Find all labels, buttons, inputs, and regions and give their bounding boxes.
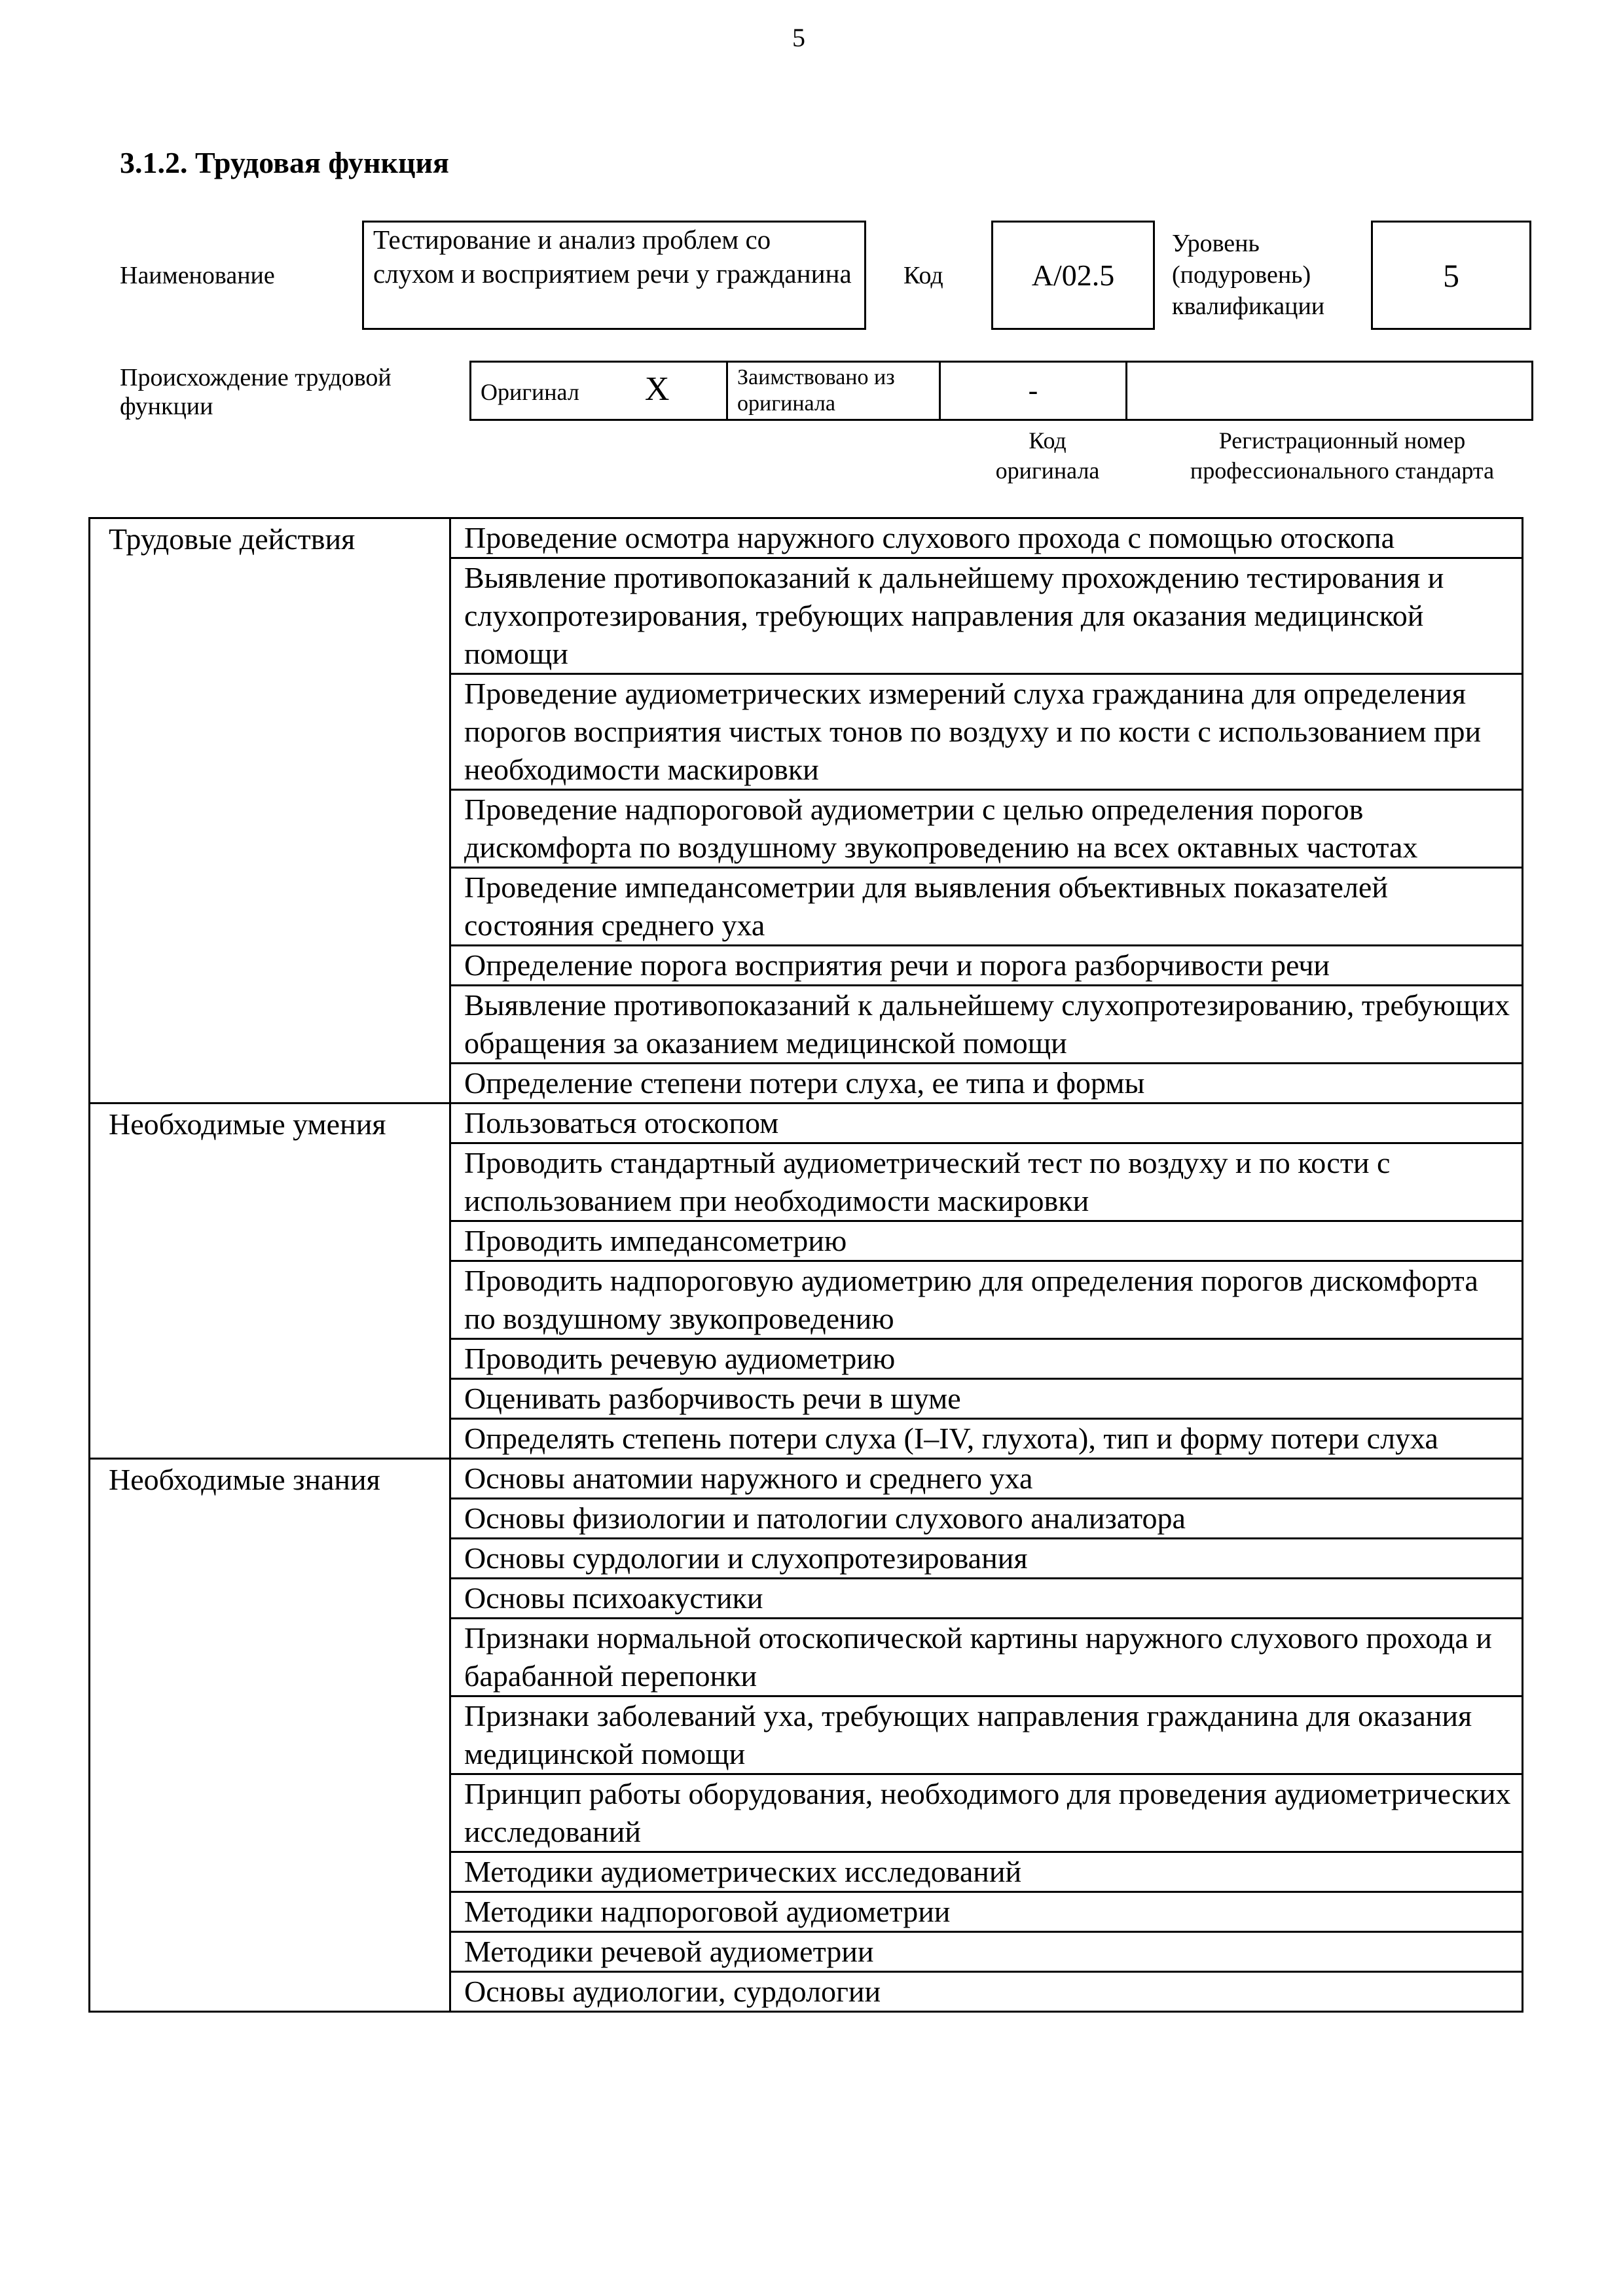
name-value: Тестирование и анализ проблем со слухом и восприятием речи у гражданина: [373, 224, 852, 289]
level-label: [1172, 228, 1324, 322]
labor-actions-item: Проведение надпороговой аудиометрии с целью определения порогов дискомфорта по воздушному звукопроведению на всех октавных частотах: [450, 790, 1523, 868]
level-label-line2: (подуровень): [1172, 261, 1311, 289]
labor-actions-item: Определение степени потери слуха, ее типа и формы: [450, 1064, 1523, 1103]
labor-actions-item: Проведение импедансометрии для выявления объективных показателей состояния среднего уха: [450, 868, 1523, 946]
origin-table: [469, 361, 1533, 421]
borrowed-code: -: [940, 362, 1127, 420]
table-row: [90, 1103, 1523, 1143]
required-knowledge-item: Методики аудиометрических исследований: [450, 1852, 1523, 1892]
level-label-line1: Уровень: [1172, 230, 1260, 257]
required-skills-title: Необходимые умения: [90, 1103, 450, 1459]
original-label: Оригинал: [481, 379, 579, 405]
registration-number: [1127, 362, 1533, 420]
code-original-caption-line1: Код: [1029, 427, 1067, 454]
required-knowledge-item: Методики надпороговой аудиометрии: [450, 1892, 1523, 1932]
level-value: 5: [1443, 257, 1459, 294]
requirements-table: [88, 517, 1523, 2013]
required-skills-item: Оценивать разборчивость речи в шуме: [450, 1379, 1523, 1419]
code-label: Код: [903, 262, 943, 289]
registration-caption: [1139, 425, 1545, 486]
required-skills-item: Проводить импедансометрию: [450, 1221, 1523, 1261]
section-title: 3.1.2. Трудовая функция: [120, 146, 449, 179]
labor-actions-item: Выявление противопоказаний к дальнейшему слухопротезированию, требующих обращения за оказанием медицинской помощи: [450, 986, 1523, 1064]
table-row: [90, 518, 1523, 558]
origin-label: Происхождение трудовой функции: [120, 364, 392, 420]
original-mark: X: [644, 370, 670, 408]
name-value-box: [362, 221, 866, 330]
level-value-box: [1371, 221, 1531, 330]
required-skills-item: Проводить стандартный аудиометрический тест по воздуху и по кости с использованием при необходимости маскировки: [450, 1143, 1523, 1221]
required-knowledge-item: Основы психоакустики: [450, 1579, 1523, 1619]
registration-caption-line1: Регистрационный номер: [1218, 427, 1466, 454]
labor-actions-item: Определение порога восприятия речи и порога разборчивости речи: [450, 946, 1523, 986]
code-original-caption: [956, 425, 1139, 486]
code-value: A/02.5: [1031, 259, 1115, 292]
labor-actions-title: Трудовые действия: [90, 518, 450, 1103]
labor-actions-item: Проведение аудиометрических измерений слуха гражданина для определения порогов восприятия чистых тонов по воздуху и по кости с использованием при необходимости маскировки: [450, 674, 1523, 790]
code-value-box: [991, 221, 1155, 330]
required-skills-item: Определять степень потери слуха (I–IV, глухота), тип и форму потери слуха: [450, 1419, 1523, 1459]
required-knowledge-title: Необходимые знания: [90, 1459, 450, 2012]
required-skills-item: Пользоваться отоскопом: [450, 1103, 1523, 1143]
labor-actions-item: Проведение осмотра наружного слухового прохода с помощью отоскопа: [450, 518, 1523, 558]
required-skills-item: Проводить речевую аудиометрию: [450, 1339, 1523, 1379]
code-original-caption-line2: оригинала: [995, 457, 1100, 484]
required-knowledge-item: Признаки нормальной отоскопической картины наружного слухового прохода и барабанной перепонки: [450, 1619, 1523, 1696]
required-knowledge-item: Методики речевой аудиометрии: [450, 1932, 1523, 1972]
required-knowledge-item: Основы физиологии и патологии слухового анализатора: [450, 1499, 1523, 1539]
labor-actions-item: Выявление противопоказаний к дальнейшему прохождению тестирования и слухопротезирования, требующих направления для оказания медицинской помощи: [450, 558, 1523, 674]
level-label-line3: квалификации: [1172, 293, 1325, 320]
page-number: 5: [792, 23, 805, 52]
table-row: [90, 1459, 1523, 1499]
required-knowledge-item: Основы сурдологии и слухопротезирования: [450, 1539, 1523, 1579]
registration-caption-line2: профессионального стандарта: [1190, 457, 1495, 484]
required-knowledge-item: Основы анатомии наружного и среднего уха: [450, 1459, 1523, 1499]
required-skills-item: Проводить надпороговую аудиометрию для определения порогов дискомфорта по воздушному звукопроведению: [450, 1261, 1523, 1339]
required-knowledge-item: Признаки заболеваний уха, требующих направления гражданина для оказания медицинской помощи: [450, 1696, 1523, 1774]
name-label: Наименование: [120, 262, 275, 289]
borrowed-label: Заимствовано из оригинала: [727, 362, 940, 420]
required-knowledge-item: Основы аудиологии, сурдологии: [450, 1972, 1523, 2012]
origin-original-cell: [471, 362, 727, 420]
required-knowledge-item: Принцип работы оборудования, необходимого для проведения аудиометрических исследований: [450, 1774, 1523, 1852]
